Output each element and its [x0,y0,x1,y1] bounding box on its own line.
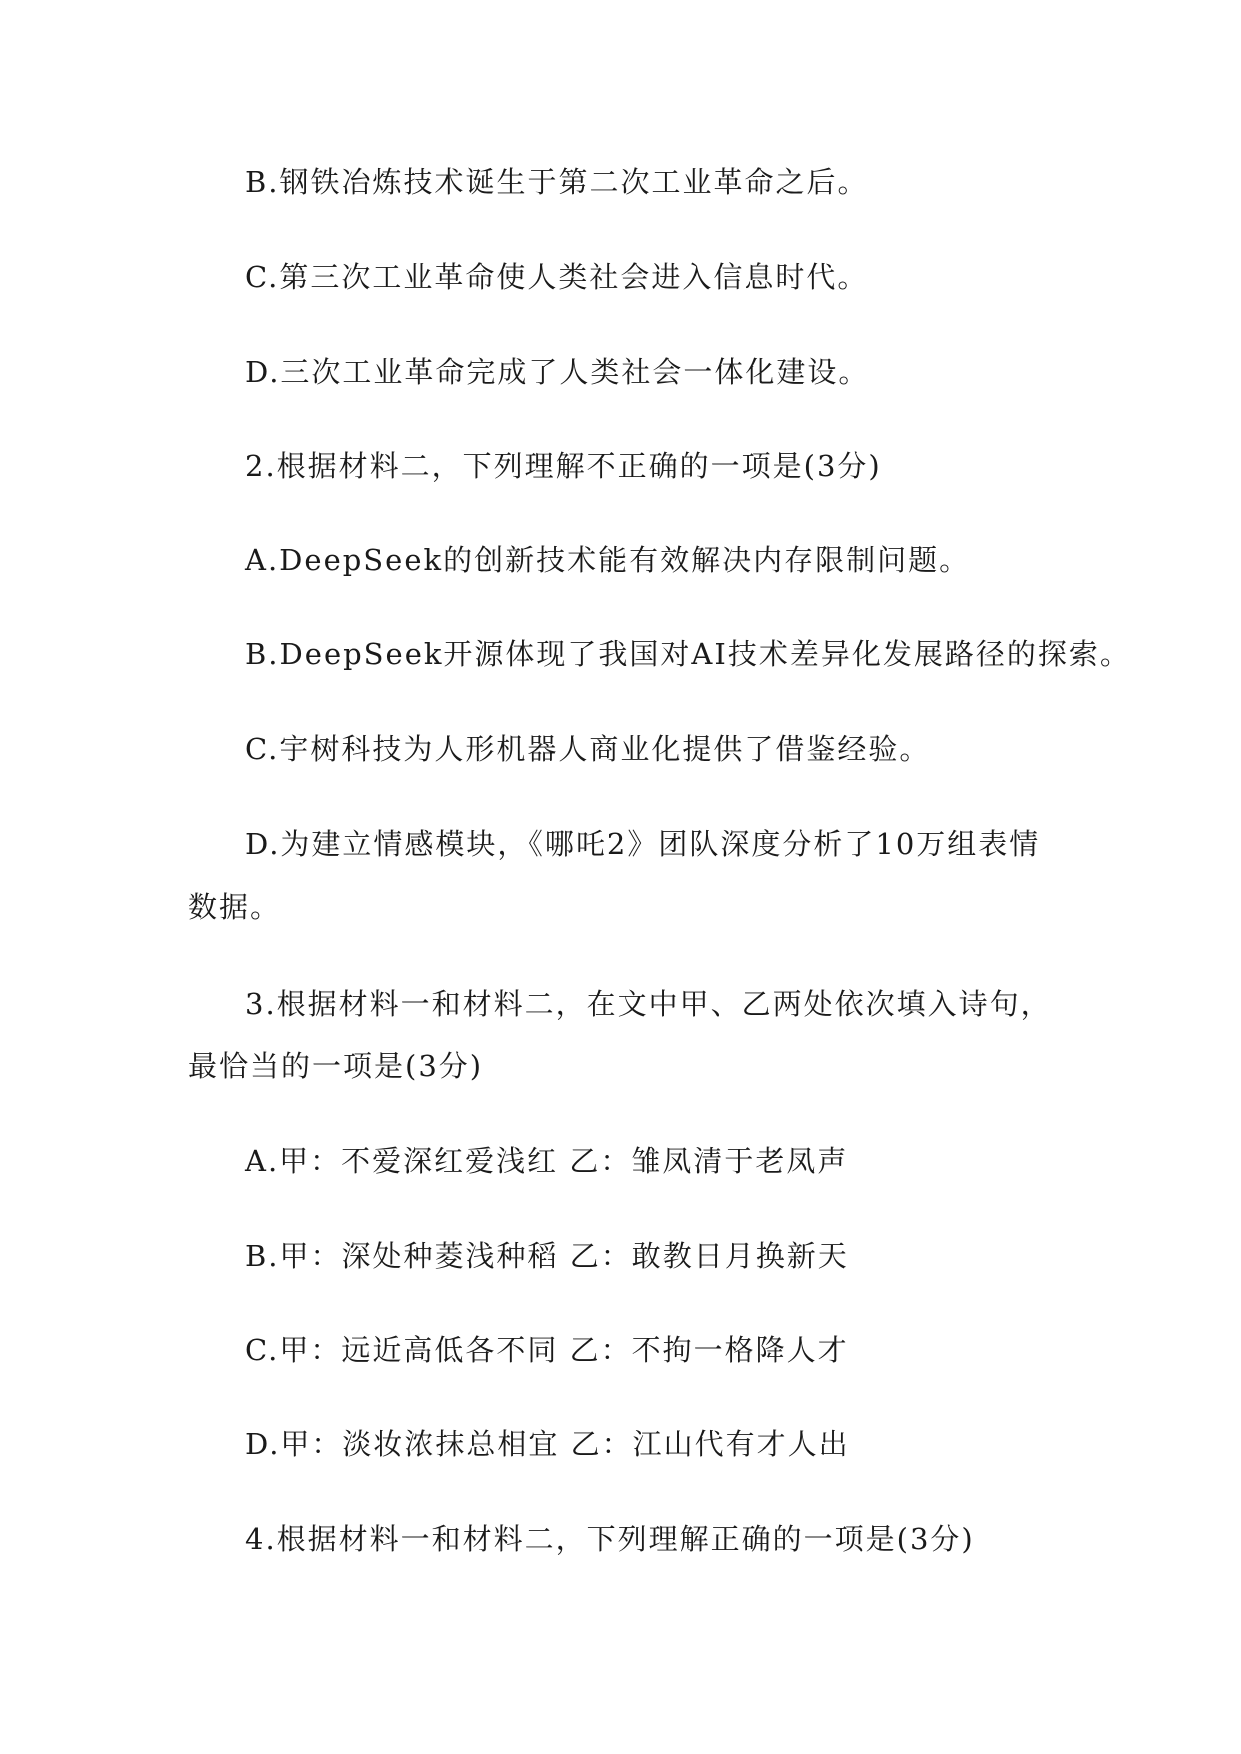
option-a-q3: A.甲：不爱深红爱浅红 乙：雏凤清于老凤声 [245,1144,849,1178]
option-b-q2: B.DeepSeek开源体现了我国对AI技术差异化发展路径的探索。 [245,637,1131,671]
question-3: 3.根据材料一和材料二，在文中甲、乙两处依次填入诗句， [245,987,1052,1021]
option-d-q2-continued: 数据。 [188,890,282,924]
option-b-q1: B.钢铁冶炼技术诞生于第二次工业革命之后。 [245,165,869,199]
question-2: 2.根据材料二，下列理解不正确的一项是(3分) [245,449,882,483]
option-d-q3: D.甲：淡妆浓抹总相宜 乙：江山代有才人出 [245,1427,850,1461]
option-b-q3: B.甲：深处种菱浅种稻 乙：敢教日月换新天 [245,1239,849,1273]
option-c-q2: C.宇树科技为人形机器人商业化提供了借鉴经验。 [245,732,931,766]
option-d-q2: D.为建立情感模块，《哪吒2》团队深度分析了10万组表情 [245,827,1041,861]
question-4: 4.根据材料一和材料二，下列理解正确的一项是(3分) [245,1522,975,1556]
option-c-q3: C.甲：远近高低各不同 乙：不拘一格降人才 [245,1333,849,1367]
option-a-q2: A.DeepSeek的创新技术能有效解决内存限制问题。 [245,543,971,577]
question-3-continued: 最恰当的一项是(3分) [188,1049,484,1083]
option-c-q1: C.第三次工业革命使人类社会进入信息时代。 [245,260,869,294]
option-d-q1: D.三次工业革命完成了人类社会一体化建设。 [245,355,870,389]
